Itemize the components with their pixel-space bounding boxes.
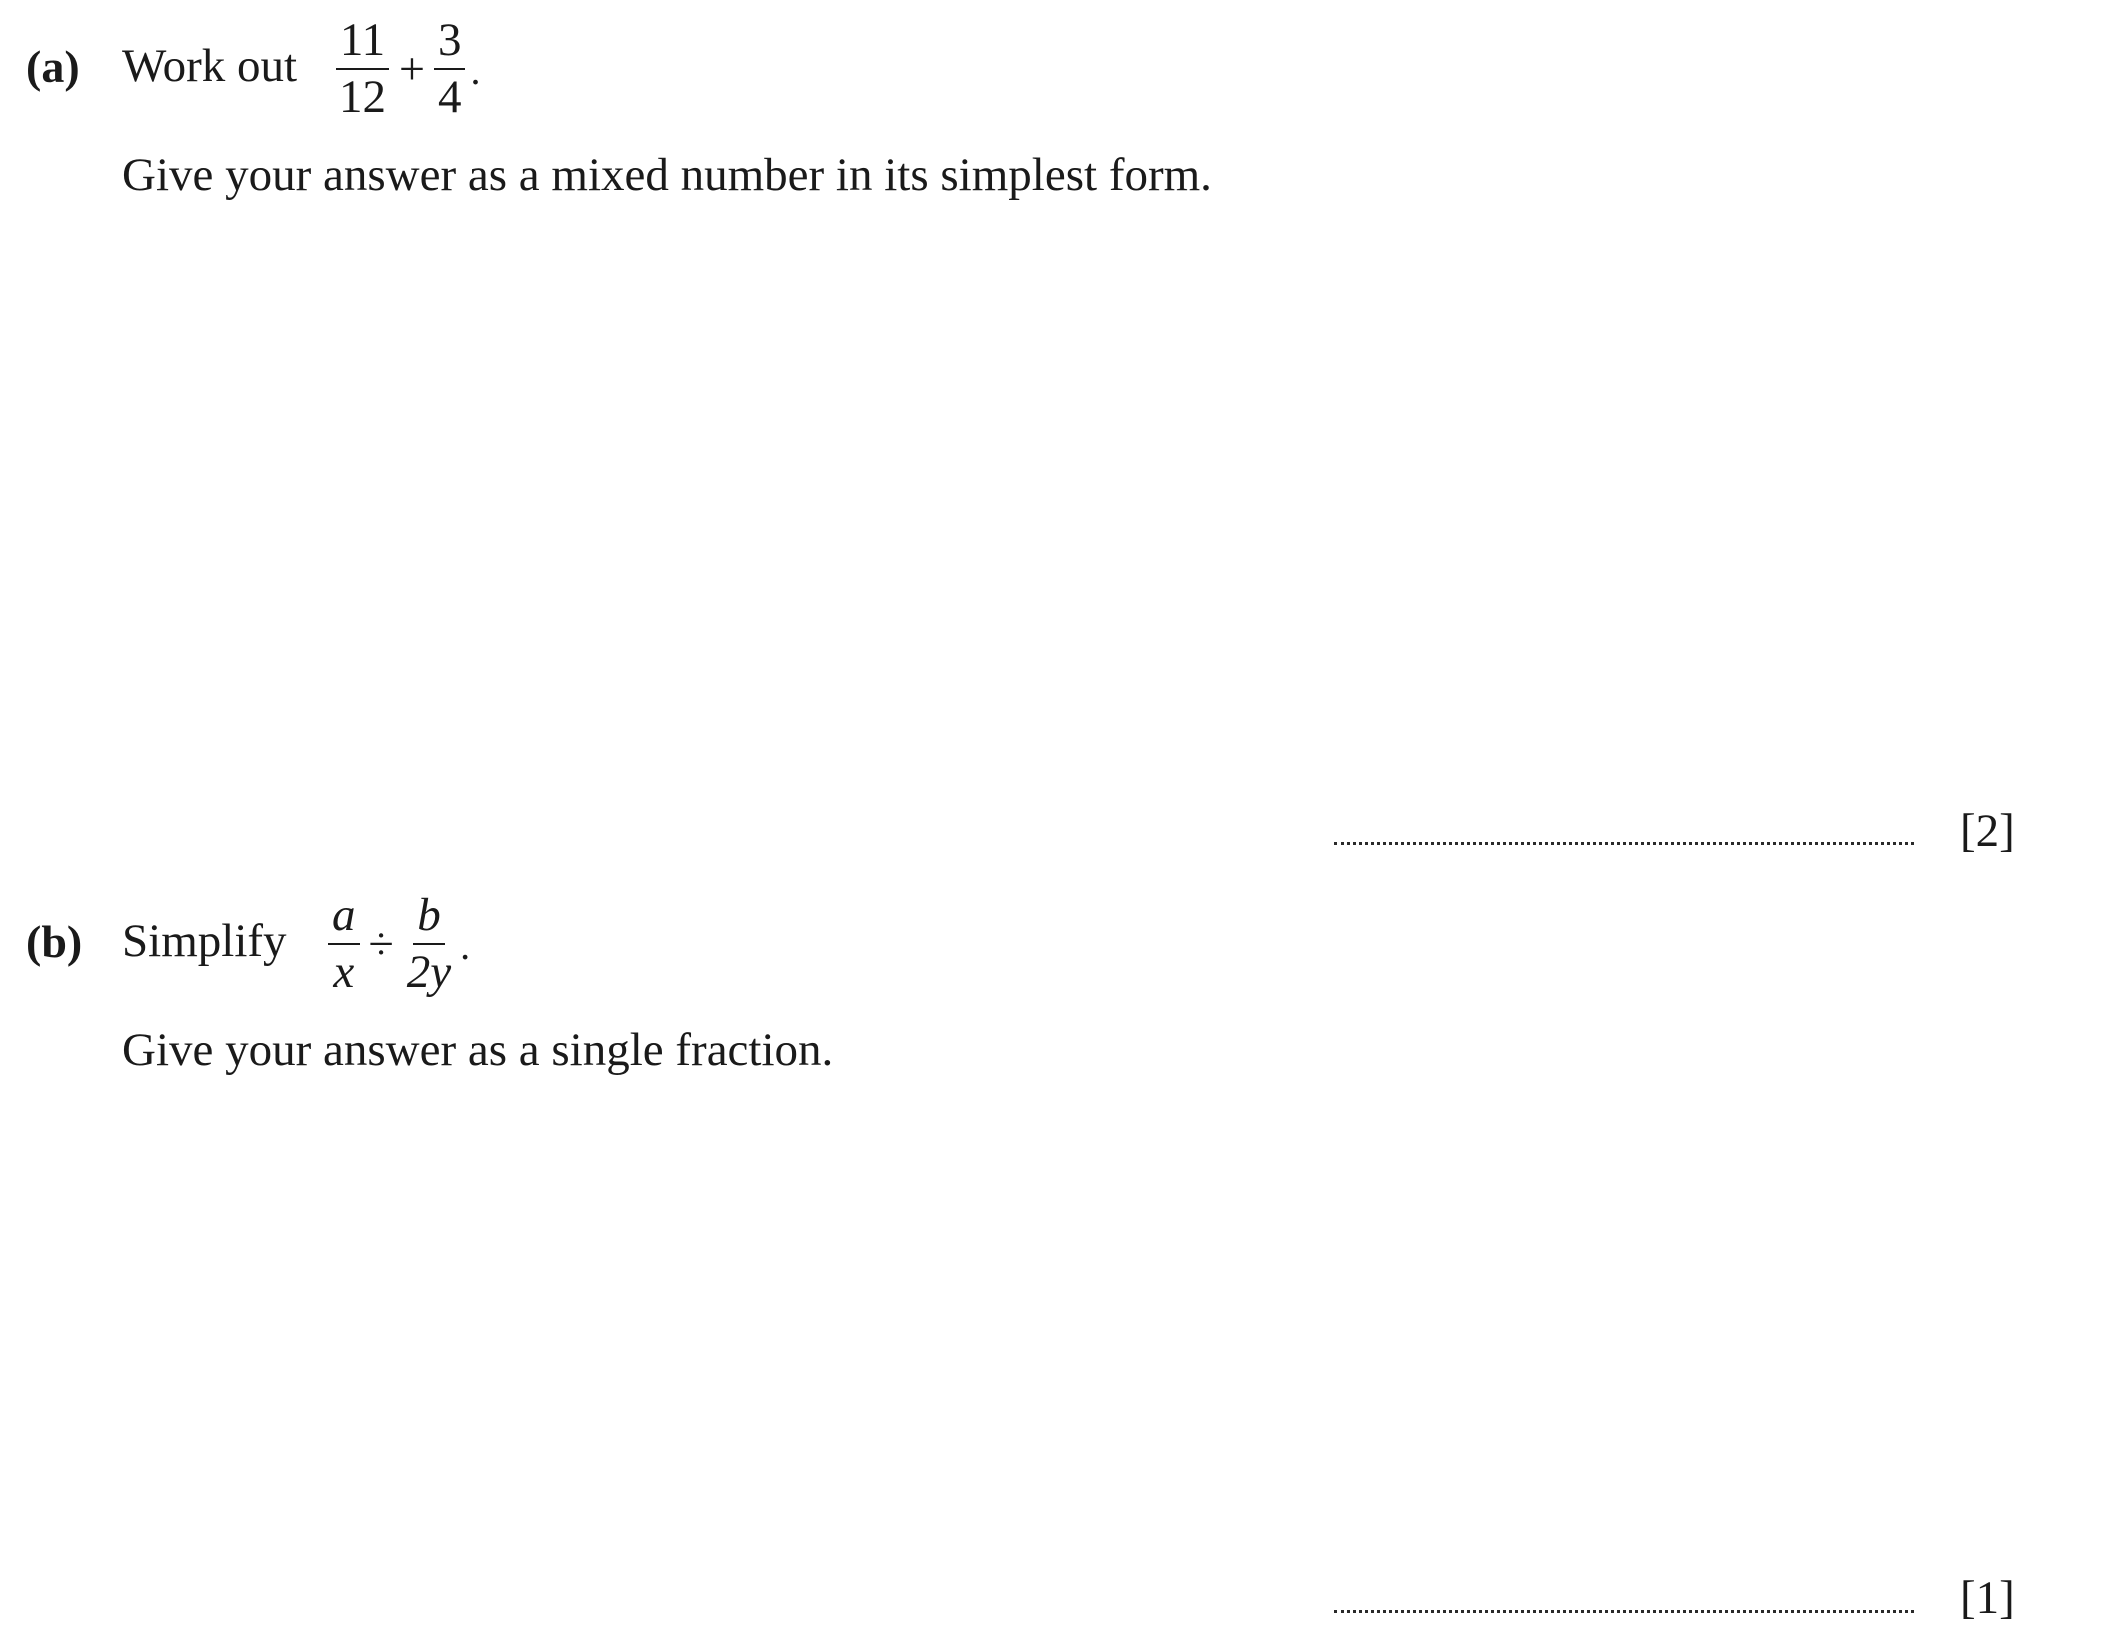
fraction-b-over-2y	[400, 889, 458, 998]
fraction-three-quarters	[431, 14, 469, 123]
divide-operator: ÷	[368, 918, 394, 969]
expression-full-stop: .	[460, 923, 471, 968]
fraction-a-over-x	[325, 889, 363, 998]
part-b-expression	[325, 889, 471, 998]
denominator: x	[333, 946, 355, 998]
part-a-answer-line[interactable]	[1334, 842, 1914, 845]
numerator: 11	[336, 17, 389, 70]
expression-full-stop: .	[470, 48, 481, 93]
part-b-stem: Simplify	[122, 915, 287, 967]
part-a-expression	[332, 14, 481, 123]
part-b-answer-line[interactable]	[1334, 1610, 1914, 1613]
part-a-label: (a)	[26, 41, 80, 92]
denominator: 2y	[406, 946, 452, 998]
numerator: 3	[434, 17, 466, 70]
plus-operator: +	[399, 43, 425, 94]
part-b-marks: [1]	[1960, 1572, 2015, 1624]
part-b-instruction: Give your answer as a single fraction.	[122, 1024, 834, 1076]
part-a-stem: Work out	[122, 40, 298, 92]
denominator: 12	[339, 71, 386, 123]
fraction-eleven-twelfths	[332, 14, 393, 123]
part-a-instruction: Give your answer as a mixed number in its simplest form.	[122, 149, 1212, 201]
numerator: a	[328, 892, 360, 945]
part-a-marks: [2]	[1960, 805, 2015, 857]
denominator: 4	[437, 71, 462, 123]
numerator: b	[413, 892, 445, 945]
part-b-label: (b)	[26, 916, 83, 967]
